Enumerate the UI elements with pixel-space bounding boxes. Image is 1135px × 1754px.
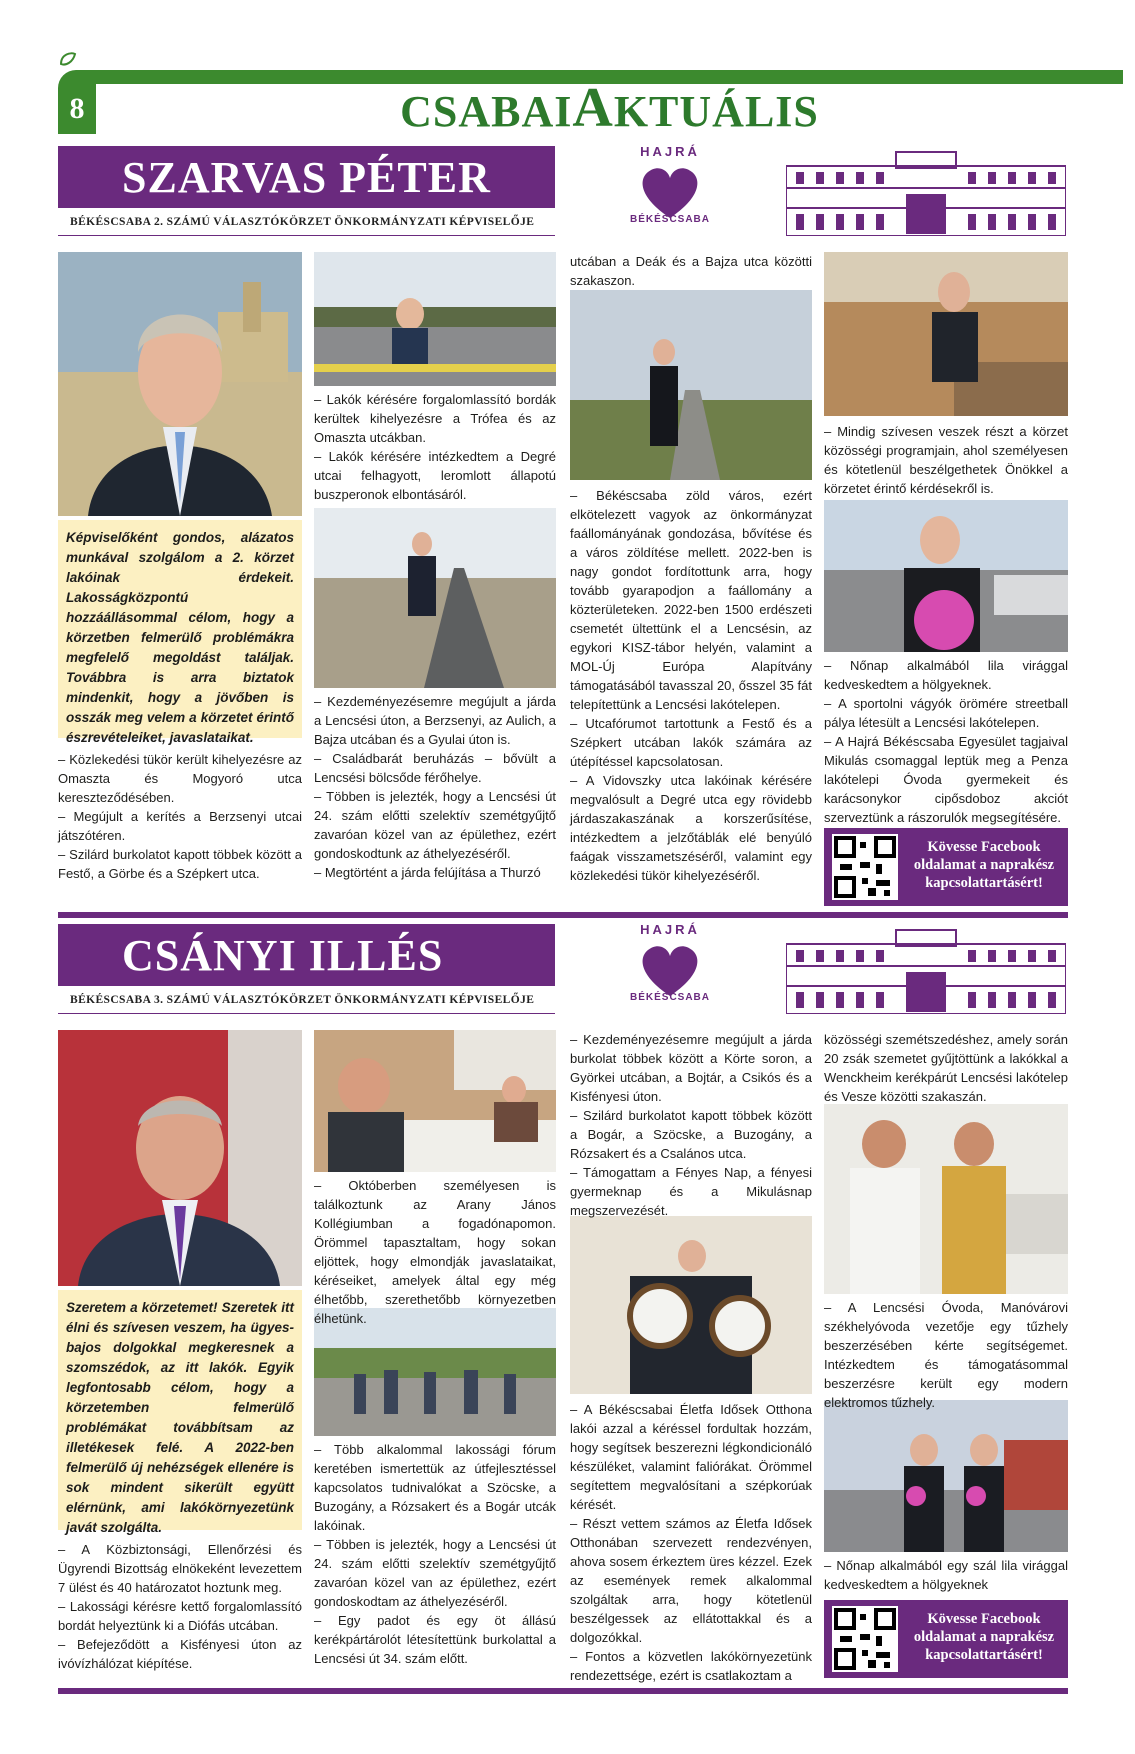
list-item: – Mindig szívesen veszek részt a körzet közösségi programjain, ahol személyesen és kötetlenül beszélgethetek Önökkel a körzetet érintő kérdésekről is. <box>824 424 1068 496</box>
logo-top-text: HAJRÁ <box>640 922 700 937</box>
section2-column2-bottom <box>314 1440 556 1668</box>
facebook-follow-text: Kövesse Facebook oldalamat a naprakész kapcsolattartásért! <box>913 839 1055 891</box>
section2-column4-bottom <box>824 1556 1068 1594</box>
section2-column3-bottom <box>570 1400 812 1685</box>
list-item: – A Közbiztonsági, Ellenőrzési és Ügyrendi Bizottság elnökeként levezettem 7 ülést és 40 határozatot hoztunk meg. <box>58 1542 302 1595</box>
list-item: – Kezdeményezésemre megújult a járda a Lencsési úton, a Berzsenyi, az Aulich, a Bajza utcában és a Gyulai úton is. <box>314 694 556 747</box>
section2-name-banner: CSÁNYI ILLÉS <box>58 924 555 986</box>
section1-column3-bottom <box>570 486 812 885</box>
list-item: – A Vidovszky utca lakóinak kérésére megvalósult a Degré utca egy rövidebb járdaszakaszának a korszerűsítése, intézkedtem a jelzőtáblák elé benyúló faágak visszametszéséről, valamint egy közlekedési tükör kihelyezéséről. <box>570 773 812 883</box>
section1-facebook-box[interactable] <box>824 828 1068 906</box>
title-initial: A <box>572 77 614 139</box>
list-item: – Lakossági kérésre kettő forgalomlassító bordát helyeztünk ki a Diófás utcában. <box>58 1599 302 1633</box>
city-hall-illustration <box>786 146 1066 236</box>
list-item: utcában a Deák és a Bajza utca közötti szakaszon. <box>570 254 812 288</box>
list-item: – Megújult a kerítés a Berzsenyi utcai játszótéren. <box>58 809 302 843</box>
list-item: – Megtörtént a járda felújítása a Thurzó <box>314 865 541 880</box>
list-item: – Békéscsaba zöld város, ezért elkötelezett vagyok az önkormányzat faállományának gondozása, bővítése és a város zöldítése mellett. 2022-ben is nagy gondot fordítottunk arra, hogy tovább gyarapodjon a faállomány a közterületeken. 2022-ben 1500 erdészeti csemetét ültettünk el a Lencsésin, az egykori KISZ-tábor helyén, valamint a MOL-Új Európa Alapítvány támogatásából tavasszal 20, ősszel 35 fát telepítettünk a Lencsési lakótelepen. <box>570 488 812 712</box>
section1-subtitle: BÉKÉSCSABA 2. SZÁMÚ VÁLASZTÓKÖRZET ÖNKORMÁNYZATI KÉPVISELŐJE <box>70 216 535 228</box>
facebook-follow-text: Kövesse Facebook oldalamat a naprakész kapcsolattartásért! <box>913 1611 1055 1663</box>
list-item: közösségi szemétszedéshez, amely során 20 zsák szemetet gyűjtöttünk a lakókkal a Wenckheim kerékpárút Lencsési lakótelep és Vesze közötti szakaszán. <box>824 1032 1068 1104</box>
photo-sidewalk <box>314 508 556 688</box>
list-item: – Egy padot és egy öt állású kerékpártárolót létesítettünk burkolattal a Lencsési út 34. szám előtt. <box>314 1613 556 1666</box>
section2-column4-top <box>824 1030 1068 1106</box>
list-item: – Kezdeményezésemre megújult a járda burkolat többek között a Körte soron, a Györkei utcában, a Bojtár, a Csikós és a Kisfényesi úton. <box>570 1032 812 1104</box>
section1-column1 <box>58 750 302 883</box>
section2-column1 <box>58 1540 302 1673</box>
section1-column3-top <box>570 252 812 290</box>
list-item: – A Békéscsabai Életfa Idősek Otthona lakói azzal a kéréssel fordultak hozzám, hogy segítsek beszerezni légkondicionáló készüléket, valamint faliórákat. Örömmel segítettem megvalósítani a szépkorúak kérését. <box>570 1402 812 1512</box>
section1-subtitle-rule <box>58 235 555 236</box>
publication-title <box>96 78 1123 138</box>
photo-electric-stove <box>824 1104 1068 1294</box>
section2-column2-top <box>314 1176 556 1328</box>
photo-community-event <box>824 252 1068 416</box>
list-item: – Többen is jelezték, hogy a Lencsési út 24. szám előtti szelektív szemétgyűjtő zavaróan közel van az épülethez, ezért gondoskodtam az áthelyezéséről. <box>314 1537 556 1609</box>
photo-speed-bumps <box>314 252 556 386</box>
list-item: – A Hajrá Békéscsaba Egyesület tagjaival Mikulás csomaggal leptük meg a Penza lakótelepi Óvoda gyermekeit és karácsonykor cipősdoboz akciót szerveztünk a rászorulók megsegítésére. <box>824 734 1068 825</box>
list-item: – Családbarát beruházás – bővült a Lencsési bölcsőde férőhelye. <box>314 751 556 785</box>
logo-bottom-text: BÉKÉSCSABA <box>629 992 710 1003</box>
portrait-photo-szarvas <box>58 252 302 516</box>
qr-code-icon[interactable] <box>832 834 898 900</box>
list-item: – Támogattam a Fényes Nap, a fényesi gyermeknap és a Mikulásnap megszervezését. <box>570 1165 812 1218</box>
qr-code-icon[interactable] <box>832 1606 898 1672</box>
section2-facebook-box[interactable] <box>824 1600 1068 1678</box>
section2-subtitle: BÉKÉSCSABA 3. SZÁMÚ VÁLASZTÓKÖRZET ÖNKORMÁNYZATI KÉPVISELŐJE <box>70 994 535 1006</box>
section-divider <box>58 912 1068 918</box>
section1-column4-top <box>824 422 1068 498</box>
photo-womens-day-flowers <box>824 1400 1068 1552</box>
section1-column4-bottom <box>824 656 1068 827</box>
photo-office-hours <box>314 1030 556 1172</box>
list-item: – Lakók kérésére intézkedtem a Degré utcai felhagyott, leromlott állapotú buszperonok elbontásáról. <box>314 449 556 502</box>
list-item: – Fontos a közvetlen lakókörnyezetünk rendezettsége, ezért is csatlakoztam a <box>570 1649 812 1683</box>
section1-name-banner: SZARVAS PÉTER <box>58 146 555 208</box>
leaf-icon <box>58 50 78 70</box>
list-item: – Szilárd burkolatot kapott többek között a Bogár, a Szöcske, a Buzogány, a Rózsakert és a Csalános utca. <box>570 1108 812 1161</box>
logo-top-text: HAJRÁ <box>640 144 700 159</box>
list-item: – Több alkalommal lakossági fórum keretében ismertettük az útfejlesztéssel kapcsolatos tudnivalókat a Szöcske, a Buzogány, a Rózsakert és a Bogár utcák lakóinak. <box>314 1442 556 1533</box>
list-item: – Szilárd burkolatot kapott többek között a Festő, a Görbe és a Szépkert utca. <box>58 847 302 881</box>
section2-subtitle-rule <box>58 1013 555 1014</box>
page-number: 8 <box>69 92 85 125</box>
list-item: – A sportolni vágyók örömére streetball pálya létesült a Lencsési lakótelepen. <box>824 696 1068 730</box>
logo-bottom-text: BÉKÉSCSABA <box>629 214 710 225</box>
list-item: – Többen is jelezték, hogy a Lencsési út 24. szám előtti szelektív szemétgyűjtő zavaróan közel van az épülethez, ezért gondoskodtunk az áthelyezéséről. <box>314 789 556 861</box>
hajra-bekescsaba-logo <box>620 918 720 1013</box>
portrait-photo-csanyi <box>58 1030 302 1286</box>
list-item: – Részt vettem számos az Életfa Idősek Otthonában szervezett rendezvényen, ahova sosem érkeztem üres kézzel. Ezek az események remek alkalommal szolgáltak arra, hogy kötetlenül beszélgessek az ellátottakkal és a dolgozókkal. <box>570 1516 812 1645</box>
list-item: – Közlekedési tükör került kihelyezésre az Omaszta és Mogyoró utca kereszteződésében. <box>58 752 302 805</box>
section1-column2-bottom <box>314 692 556 882</box>
section2-quote: Szeretem a körzetemet! Szeretek itt élni és szívesen veszem, ha ügyes-bajos dolgokkal megkeresnek a szomszédok, az itt lakók. Egyik legfontosabb célom, hogy a körzetemben felmerülő problémákat továbbítsam az illetékesek felé. A 2022-ben felmerülő új nehézségek ellenére is sok mindent sikerült együtt elérnünk, ami lakókörnyezetünk javát szolgálta. <box>58 1290 302 1530</box>
section2-column4-middle <box>824 1298 1068 1412</box>
list-item: – A Lencsési Óvoda, Manóvárovi székhelyóvoda vezetője egy tűzhely beszerzésében kérte segítségemet. Intézkedtem és támogatásommal beszerzésre került egy modern elektromos tűzhely. <box>824 1300 1068 1410</box>
photo-wall-clocks <box>570 1216 812 1394</box>
title-rest: KTUÁLIS <box>613 87 819 136</box>
list-item: – Nőnap alkalmából egy szál lila virággal kedveskedtem a hölgyeknek <box>824 1558 1068 1592</box>
city-hall-illustration <box>786 924 1066 1014</box>
list-item: – Lakók kérésére forgalomlassító bordák kerültek kihelyezésre a Trófea és az Omaszta utcákban. <box>314 392 556 445</box>
list-item: – Októberben személyesen is találkoztunk az Arany János Kollégiumban a fogadónapomon. Örömmel tapasztaltam, hogy sokan eljöttek, hogy elmondják javaslataikat, kéréseiket, amelyek által egy még élhetőbb, szerethetőbb környezetben élhetünk. <box>314 1178 556 1326</box>
photo-flowers <box>824 500 1068 652</box>
section2-column3-top <box>570 1030 812 1220</box>
list-item: – Nőnap alkalmából lila virággal kedveskedtem a hölgyeknek. <box>824 658 1068 692</box>
section-divider-bottom <box>58 1688 1068 1694</box>
photo-tree-alley <box>570 290 812 480</box>
title-prefix: CSABAI <box>400 87 573 136</box>
list-item: – Befejeződött a Kisfényesi úton az ivóvízhálózat kiépítése. <box>58 1637 302 1671</box>
section1-column2-top <box>314 390 556 504</box>
list-item: – Utcafórumot tartottunk a Festő és a Szépkert utcában lakók számára az útépítéssel kapcsolatosan. <box>570 716 812 769</box>
section1-quote: Képviselőként gondos, alázatos munkával szolgálom a 2. körzet lakóinak érdekeit. Lakosságközpontú hozzáállásommal célom, hogy a körzetben felmerülő problémákra megfelelő megoldást találjak. Továbbra is arra biztatok mindenkit, hogy a jövőben is osszák meg velem a körzetet érintő észrevételeiket, javaslataikat. <box>58 520 302 738</box>
hajra-bekescsaba-logo <box>620 140 720 235</box>
